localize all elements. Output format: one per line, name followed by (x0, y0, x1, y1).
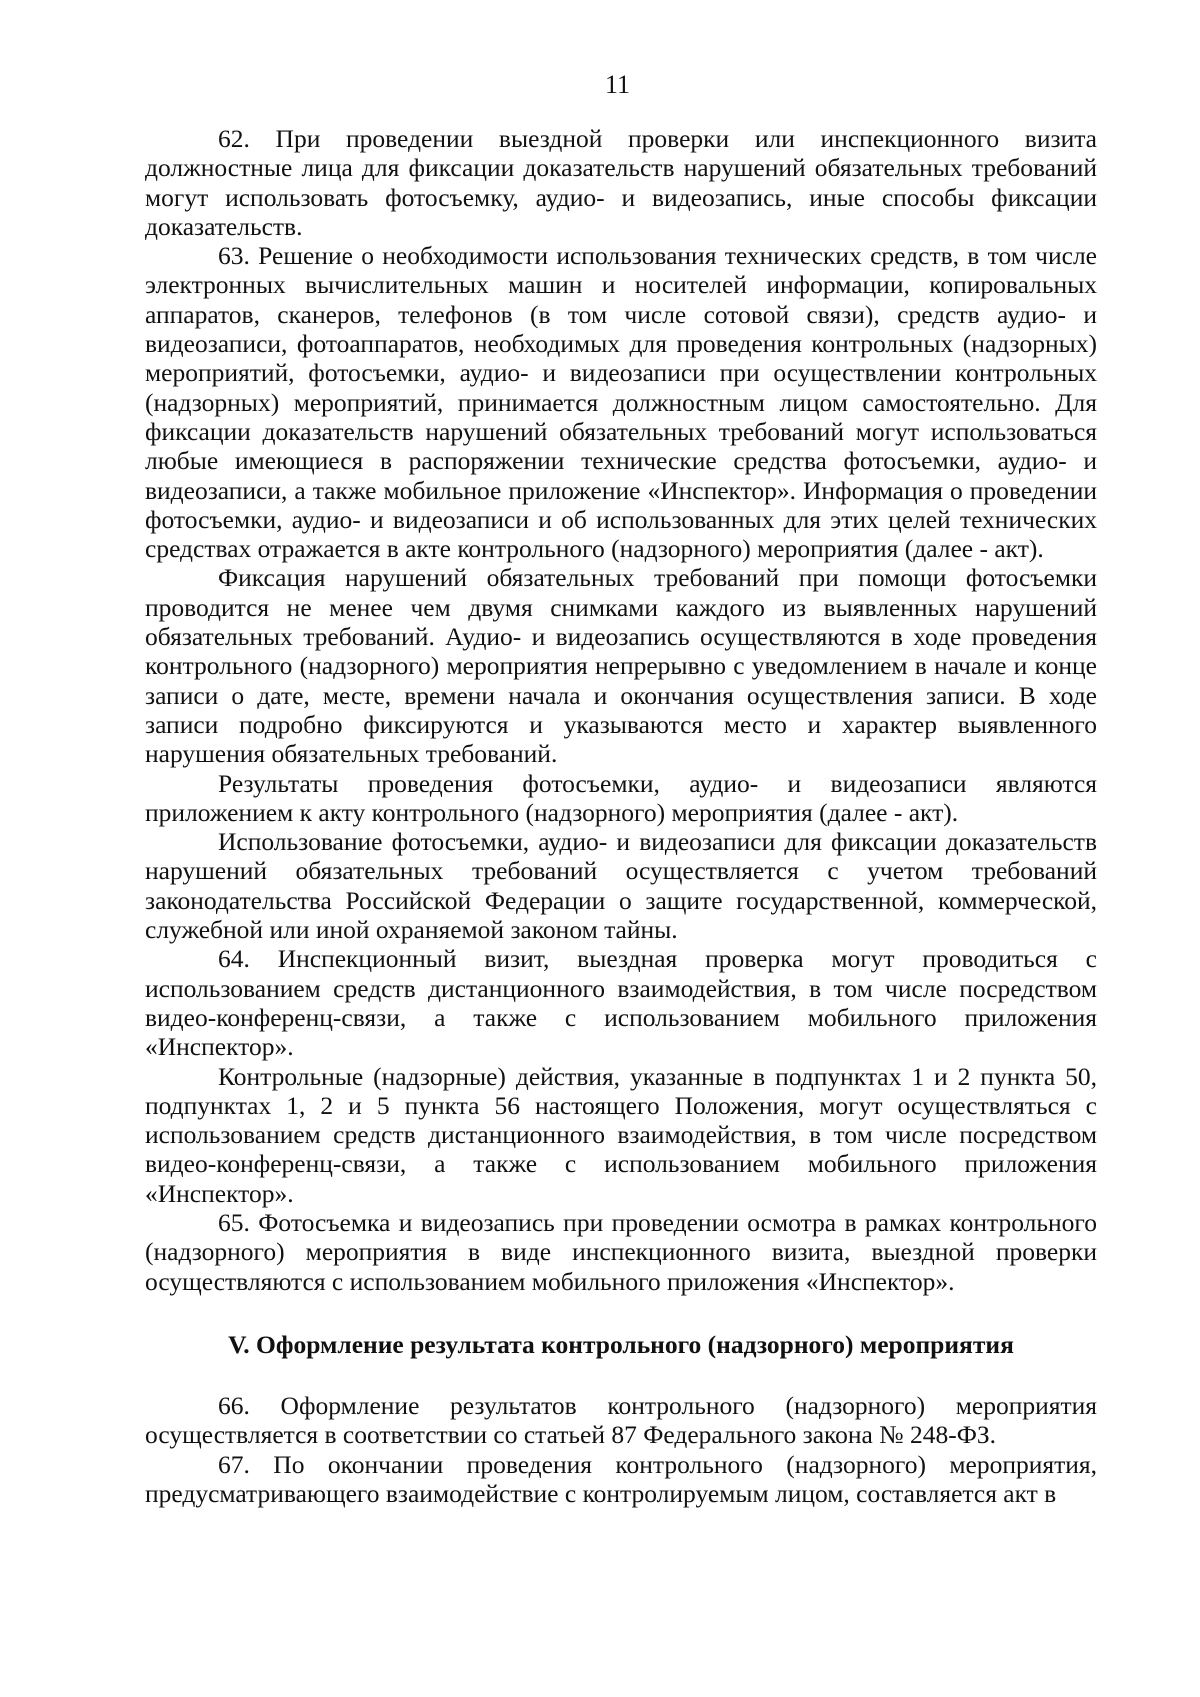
paragraph-62: 62. При проведении выездной проверки или инспекционного визита должностные лица для фиксации доказательств нарушений обязательных требований могут использовать фотосъемку, аудио- и видеозапись, иные способы фиксации доказательств. (145, 124, 1097, 241)
paragraph-64: 64. Инспекционный визит, выездная проверка могут проводиться с использованием средств дистанционного взаимодействия, в том числе посредством видео-конференц-связи, а также с использованием мобильного приложения «Инспектор». (145, 944, 1097, 1062)
paragraph-remote-actions: Контрольные (надзорные) действия, указанные в подпунктах 1 и 2 пункта 50, подпунктах 1, 2 и 5 пункта 56 настоящего Положения, могут осуществляться с использованием средств дистанционного взаимодействия, в том числе посредством видео-конференц-связи, а также с использованием мобильного приложения «Инспектор». (145, 1061, 1097, 1208)
document-body (145, 124, 1097, 1508)
paragraph-66: 66. Оформление результатов контрольного (надзорного) мероприятия осуществляется в соответствии со статьей 87 Федерального закона № 248-ФЗ. (145, 1391, 1097, 1450)
paragraph-67: 67. По окончании проведения контрольного (надзорного) мероприятия, предусматривающего взаимодействие с контролируемым лицом, составляется акт в (145, 1449, 1097, 1509)
paragraph-63: 63. Решение о необходимости использования технических средств, в том числе электронных вычислительных машин и носителей информации, копировальных аппаратов, сканеров, телефонов (в том числе сотовой связи), средств аудио- и видеозаписи, фотоаппаратов, необходимых для проведения контрольных (надзорных) мероприятий, фотосъемки, аудио- и видеозаписи при осуществлении контрольных (надзорных) мероприятий, принимается должностным лицом самостоятельно. Для фиксации доказательств нарушений обязательных требований могут использоваться любые имеющиеся в распоряжении технические средства фотосъемки, аудио- и видеозаписи, а также мобильное приложение «Инспектор». Информация о проведении фотосъемки, аудио- и видеозаписи и об использованных для этих целей технических средствах отражается в акте контрольного (надзорного) мероприятия (далее - акт). (145, 241, 1097, 564)
paragraph-secrecy-requirements: Использование фотосъемки, аудио- и видеозаписи для фиксации доказательств нарушений обязательных требований осуществляется с учетом требований законодательства Российской Федерации о защите государственной, коммерческой, служебной или иной охраняемой законом тайны. (145, 827, 1097, 945)
section-heading: V. Оформление результата контрольного (надзорного) мероприятия (228, 1329, 1014, 1359)
page-number: 11 (604, 70, 631, 99)
paragraph-photo-fixation: Фиксация нарушений обязательных требований при помощи фотосъемки проводится не менее чем двумя снимками каждого из выявленных нарушений обязательных требований. Аудио- и видеозапись осуществляются в ходе проведения контрольного (надзорного) мероприятия непрерывно с уведомлением в начале и конце записи о дате, месте, времени начала и окончания осуществления записи. В ходе записи подробно фиксируются и указываются место и характер выявленного нарушения обязательных требований. (145, 563, 1097, 769)
paragraph-results-attachment: Результаты проведения фотосъемки, аудио- и видеозаписи являются приложением к акту контрольного (надзорного) мероприятия (далее - акт). (145, 768, 1097, 827)
paragraph-65: 65. Фотосъемка и видеозапись при проведении осмотра в рамках контрольного (надзорного) мероприятия в виде инспекционного визита, выездной проверки осуществляются с использованием мобильного приложения «Инспектор». (145, 1207, 1097, 1296)
